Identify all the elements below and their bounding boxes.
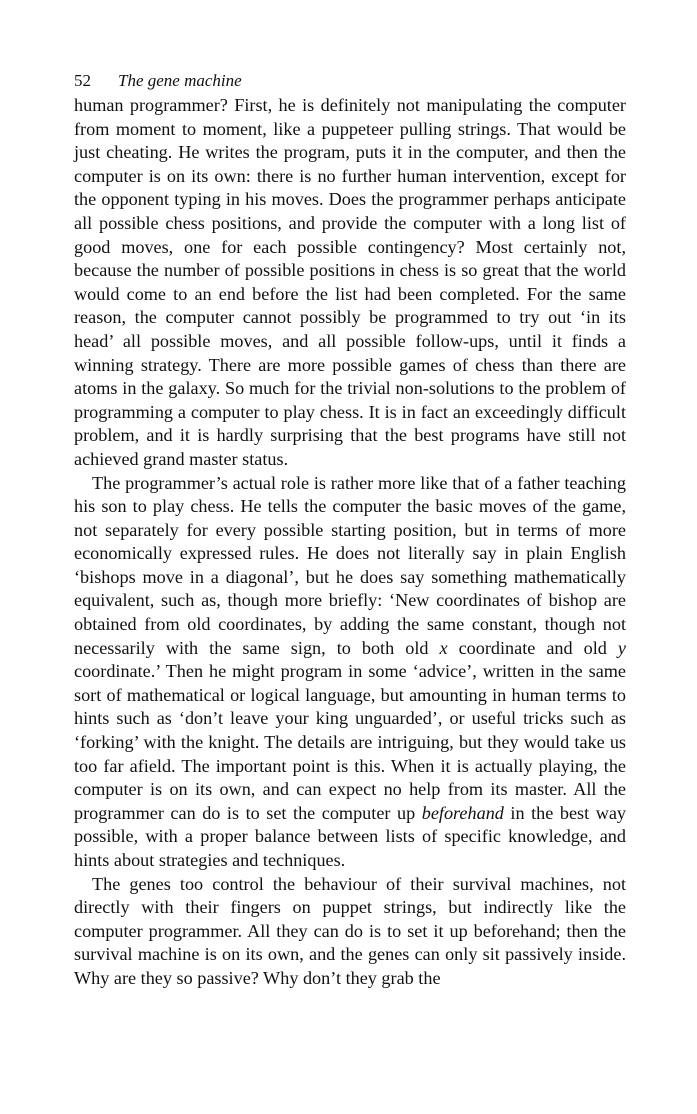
book-page [74, 70, 626, 991]
paragraph-2-text-c: coordinate.’ Then he might program in some ‘advice’, written in the same sort of mathematical or logical language, but amounting in human terms to hints such as ‘don’t leave your king unguarded’, or useful tricks such as ‘forking’ with the knight. The details are intriguing, but they would take us too far afield. The important point is this. When it is actually playing, the computer is on its own, and can expect no help from its master. All the programmer can do is to set the computer up [74, 661, 626, 823]
paragraph-2 [74, 472, 626, 873]
paragraph-2-text-d: in the best way possible, with a proper balance between lists of specific knowledge, and hints about strategies and techniques. [74, 802, 626, 870]
body-text [74, 94, 626, 991]
paragraph-2-text-b: coordinate and old [447, 637, 618, 658]
variable-y: y [617, 637, 626, 658]
emphasis-beforehand: beforehand [421, 802, 504, 823]
paragraph-3: The genes too control the behaviour of their survival machines, not directly with their fingers on puppet strings, but indirectly like the computer programmer. All they can do is to set it up beforehand; then the survival machine is on its own, and the genes can only sit passively inside. Why are they so passive? Why don’t they grab the [74, 873, 626, 988]
running-head [74, 70, 626, 92]
paragraph-2-text-a: The programmer’s actual role is rather more like that of a father teaching his son to play chess. He tells the computer the basic moves of the game, not separately for every possible starting position, but in terms of more economically expressed rules. He does not literally say in plain English ‘bishops move in a diagonal’, but he does say something mathematically equivalent, such as, though more briefly: ‘New coordinates of bishop are obtained from old coordinates, by adding the same constant, though not necessarily with the same sign, to both old [74, 472, 626, 658]
variable-x: x [439, 637, 448, 658]
chapter-title: The gene machine [118, 71, 242, 90]
page-number: 52 [74, 71, 91, 90]
paragraph-1: human programmer? First, he is definitely not manipulating the computer from moment to moment, like a puppeteer pulling strings. That would be just cheating. He writes the program, puts it in the computer, and then the computer is on its own: there is no further human intervention, except for the opponent typing in his moves. Does the programmer perhaps anticipate all possible chess positions, and provide the computer with a long list of good moves, one for each possible contingency? Most certainly not, because the number of possible positions in chess is so great that the world would come to an end before the list had been completed. For the same reason, the computer cannot possibly be programmed to try out ‘in its head’ all possible moves, and all possible follow-ups, until it finds a winning strategy. There are more possible games of chess than there are atoms in the galaxy. So much for the trivial non-solutions to the problem of programming a computer to play chess. It is in fact an exceedingly difficult problem, and it is hardly surprising that the best programs have still not achieved grand master status. [74, 95, 626, 469]
